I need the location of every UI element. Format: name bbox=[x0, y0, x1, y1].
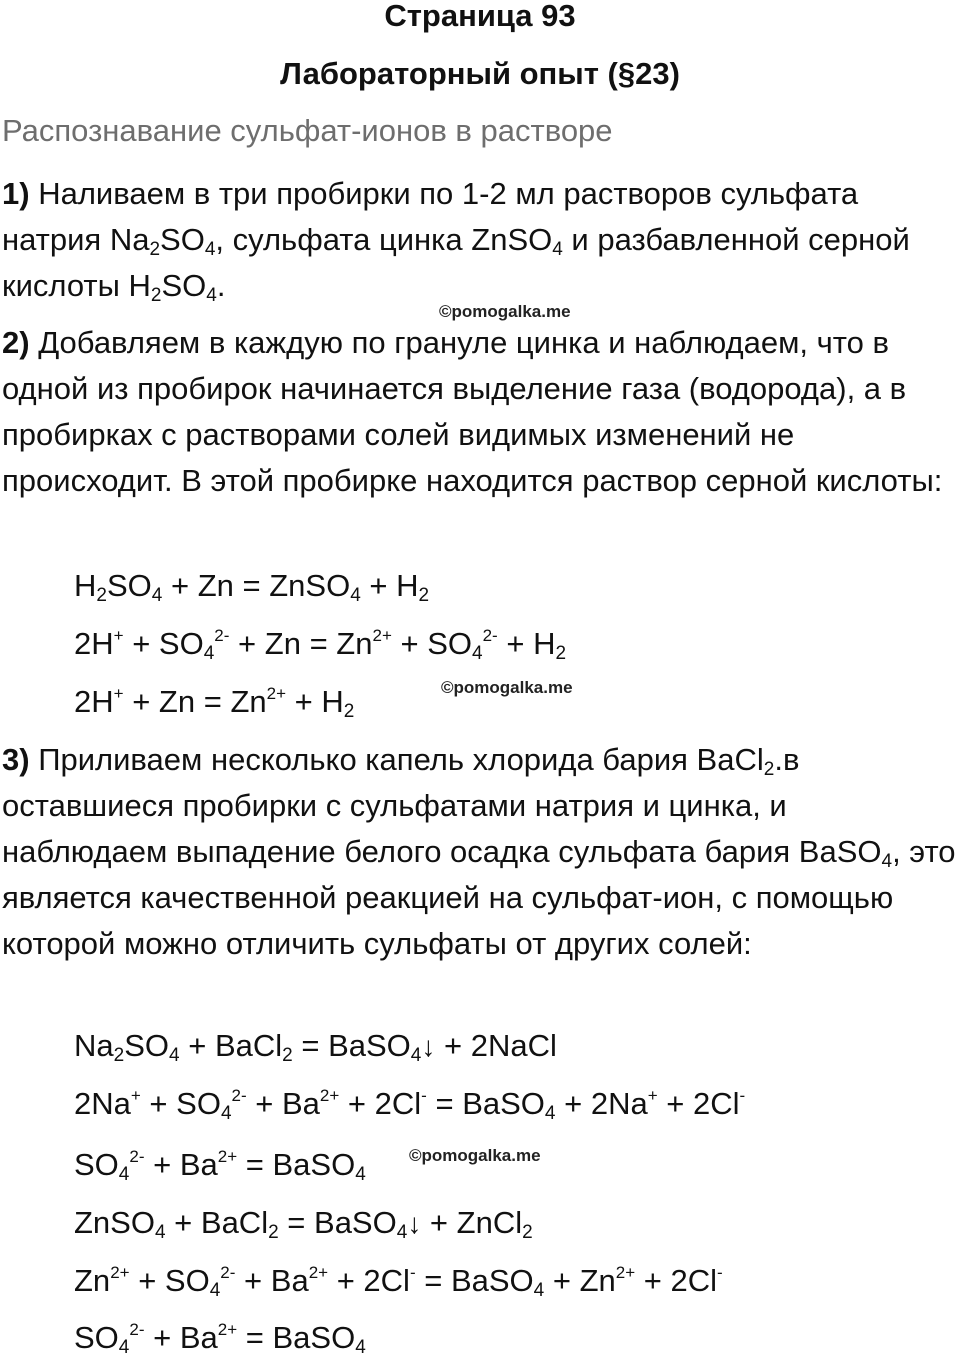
superscript: + bbox=[113, 684, 124, 703]
superscript: 2+ bbox=[308, 1263, 329, 1282]
eq-term: BaSO bbox=[328, 1028, 411, 1063]
step-3-number: 3) bbox=[2, 742, 30, 777]
eq-term: BaSO bbox=[450, 1263, 534, 1298]
step-3-text: Приливаем несколько капель хлорида бария BaCl bbox=[29, 742, 764, 777]
superscript: 2- bbox=[220, 1263, 236, 1282]
eq-op: + bbox=[162, 568, 198, 603]
equation-8 bbox=[74, 1261, 723, 1301]
superscript: 2+ bbox=[217, 1147, 238, 1166]
subscript: 2 bbox=[150, 285, 162, 306]
eq-term: Zn bbox=[336, 626, 373, 661]
eq-op: = bbox=[278, 1205, 315, 1240]
eq-term: 2Na bbox=[590, 1086, 648, 1121]
equation-9 bbox=[74, 1318, 366, 1358]
superscript: + bbox=[130, 1086, 141, 1105]
watermark: ©pomogalka.me bbox=[409, 1146, 541, 1165]
eq-term: Zn bbox=[264, 626, 301, 661]
step-2-text: Добавляем в каждую по грануле цинка и наблюдаем, что в одной из пробирок начинается выделение газа (водорода), а в пробирках с растворами солей видимых изменений не происходит. В этой пробирке находится раствор серной кислоты: bbox=[2, 325, 943, 498]
eq-op: = bbox=[415, 1263, 451, 1298]
eq-op: + bbox=[635, 1263, 671, 1298]
subscript: 4 bbox=[118, 1164, 130, 1185]
eq-op: = bbox=[233, 568, 270, 603]
eq-term: 2Cl bbox=[670, 1263, 718, 1298]
eq-term: Zn bbox=[579, 1263, 616, 1298]
eq-op: + bbox=[391, 626, 428, 661]
eq-term: Ba bbox=[179, 1320, 218, 1355]
eq-term: BaCl bbox=[214, 1028, 283, 1063]
eq-term: BaCl bbox=[200, 1205, 269, 1240]
eq-term: 2Na bbox=[74, 1086, 131, 1121]
lab-title: Лабораторный опыт (§23) bbox=[280, 56, 680, 91]
down-arrow-icon: ↓ bbox=[421, 1031, 436, 1062]
equation-5 bbox=[74, 1084, 745, 1124]
eq-term: ZnCl bbox=[456, 1205, 523, 1240]
subscript: 4 bbox=[151, 585, 163, 606]
eq-term: SO bbox=[74, 1147, 119, 1182]
eq-term: Zn bbox=[74, 1263, 111, 1298]
eq-term: 2H bbox=[74, 626, 114, 661]
subscript: 4 bbox=[881, 851, 893, 872]
subscript: 2 bbox=[149, 239, 161, 260]
subscript: 2 bbox=[96, 585, 107, 606]
eq-term: H bbox=[533, 626, 556, 661]
section-heading: Распознавание сульфат-ионов в растворе bbox=[2, 113, 613, 148]
eq-op: + bbox=[129, 1263, 165, 1298]
superscript: - bbox=[717, 1263, 723, 1282]
step-1-number: 1) bbox=[2, 176, 30, 211]
eq-op: + bbox=[165, 1205, 201, 1240]
superscript: 2+ bbox=[319, 1086, 340, 1105]
eq-term: SO bbox=[74, 1320, 119, 1355]
eq-op: + bbox=[328, 1263, 364, 1298]
superscript: - bbox=[409, 1263, 416, 1282]
eq-op: + bbox=[123, 684, 159, 719]
eq-term: Zn bbox=[230, 684, 267, 719]
eq-term: BaSO bbox=[314, 1205, 397, 1240]
eq-term: Zn bbox=[158, 684, 196, 719]
superscript: 2+ bbox=[372, 626, 392, 645]
eq-op: = bbox=[300, 626, 337, 661]
superscript: + bbox=[647, 1086, 658, 1105]
eq-term: SO bbox=[164, 1263, 210, 1298]
eq-term: SO bbox=[427, 626, 473, 661]
eq-op: + bbox=[555, 1086, 591, 1121]
subscript: 4 bbox=[206, 285, 217, 306]
eq-term: Ba bbox=[270, 1263, 309, 1298]
eq-op: = bbox=[292, 1028, 329, 1063]
eq-op: = bbox=[195, 684, 231, 719]
eq-op: + bbox=[229, 626, 265, 661]
subscript: 2 bbox=[522, 1222, 533, 1243]
subscript: 2 bbox=[763, 759, 775, 780]
eq-term: ZnSO bbox=[269, 568, 351, 603]
subscript: 4 bbox=[220, 1103, 232, 1124]
eq-op: + bbox=[657, 1086, 693, 1121]
superscript: 2- bbox=[482, 626, 498, 645]
subscript: 2 bbox=[343, 701, 355, 722]
subscript: 4 bbox=[209, 1280, 221, 1301]
eq-term: Ba bbox=[179, 1147, 218, 1182]
eq-op: + bbox=[421, 1205, 457, 1240]
step-1-text: . bbox=[216, 268, 226, 303]
step-3-paragraph bbox=[2, 737, 958, 967]
eq-term: ZnSO bbox=[74, 1205, 155, 1240]
step-1-text: , сульфата цинка ZnSO bbox=[215, 222, 553, 257]
eq-term: H bbox=[396, 568, 419, 603]
eq-term: Ba bbox=[282, 1086, 320, 1121]
eq-op: + bbox=[140, 1086, 177, 1121]
eq-term: BaSO bbox=[272, 1320, 356, 1355]
step-1-paragraph bbox=[2, 171, 958, 309]
subscript: 4 bbox=[154, 1222, 166, 1243]
superscript: 2- bbox=[129, 1147, 145, 1166]
eq-term: SO bbox=[158, 626, 204, 661]
eq-term: H bbox=[74, 568, 97, 603]
eq-term: 2Cl bbox=[692, 1086, 740, 1121]
eq-op: + bbox=[544, 1263, 580, 1298]
equation-3 bbox=[74, 682, 354, 722]
eq-op: + bbox=[286, 684, 322, 719]
eq-op: + bbox=[497, 626, 534, 661]
subscript: 2 bbox=[555, 643, 567, 664]
eq-op: + bbox=[144, 1320, 180, 1355]
step-1-text: и разбавленной серной кислоты H bbox=[2, 222, 910, 303]
subscript: 4 bbox=[355, 1164, 366, 1185]
subscript: 4 bbox=[203, 643, 215, 664]
subscript: 2 bbox=[113, 1045, 125, 1066]
eq-term: Zn bbox=[197, 568, 234, 603]
eq-op: = bbox=[237, 1320, 273, 1355]
subscript: 4 bbox=[544, 1103, 556, 1124]
subscript: 2 bbox=[418, 585, 430, 606]
eq-term: SO bbox=[124, 1028, 170, 1063]
subscript: 4 bbox=[355, 1337, 366, 1358]
subscript: 4 bbox=[533, 1280, 545, 1301]
eq-op: + bbox=[235, 1263, 271, 1298]
down-arrow-icon: ↓ bbox=[407, 1208, 422, 1239]
subscript: 4 bbox=[118, 1337, 130, 1358]
watermark: ©pomogalka.me bbox=[439, 302, 571, 321]
eq-term: BaSO bbox=[272, 1147, 356, 1182]
equation-7 bbox=[74, 1203, 533, 1244]
subscript: 4 bbox=[396, 1222, 408, 1243]
step-1-text: SO bbox=[161, 268, 207, 303]
superscript: 2+ bbox=[615, 1263, 636, 1282]
eq-term: BaSO bbox=[462, 1086, 545, 1121]
superscript: + bbox=[113, 626, 124, 645]
superscript: 2- bbox=[129, 1320, 145, 1339]
step-2-paragraph bbox=[2, 320, 958, 504]
step-1-text: Наливаем в три пробирки по 1-2 мл растворов сульфата натрия Na bbox=[2, 176, 859, 257]
subscript: 2 bbox=[268, 1222, 279, 1243]
superscript: 2+ bbox=[110, 1263, 130, 1282]
eq-op: + bbox=[144, 1147, 180, 1182]
subscript: 4 bbox=[204, 239, 216, 260]
step-2-number: 2) bbox=[2, 325, 30, 360]
superscript: 2- bbox=[214, 626, 230, 645]
subscript: 2 bbox=[282, 1045, 293, 1066]
superscript: - bbox=[739, 1086, 746, 1105]
superscript: 2+ bbox=[217, 1320, 238, 1339]
eq-term: 2H bbox=[74, 684, 114, 719]
page-label: Страница 93 bbox=[384, 0, 576, 33]
step-3-text: , это является качественной реакцией на сульфат-ион, с помощью которой можно отличить сульфаты от других солей: bbox=[2, 834, 956, 961]
eq-term: 2NaCl bbox=[470, 1028, 557, 1063]
eq-term: SO bbox=[176, 1086, 221, 1121]
eq-term: Na bbox=[74, 1028, 114, 1063]
equation-4 bbox=[74, 1026, 557, 1067]
eq-term: 2Cl bbox=[374, 1086, 422, 1121]
equation-6 bbox=[74, 1145, 366, 1185]
eq-op: = bbox=[426, 1086, 463, 1121]
eq-op: + bbox=[123, 626, 159, 661]
superscript: - bbox=[421, 1086, 427, 1105]
eq-term: SO bbox=[106, 568, 152, 603]
subscript: 4 bbox=[169, 1045, 180, 1066]
equation-1 bbox=[74, 566, 429, 606]
eq-term: 2Cl bbox=[363, 1263, 410, 1298]
subscript: 4 bbox=[350, 585, 361, 606]
subscript: 4 bbox=[410, 1045, 422, 1066]
subscript: 4 bbox=[552, 239, 563, 260]
eq-op: + bbox=[435, 1028, 471, 1063]
eq-op: + bbox=[339, 1086, 375, 1121]
equation-2 bbox=[74, 624, 566, 664]
subscript: 4 bbox=[472, 643, 483, 664]
eq-op: + bbox=[246, 1086, 282, 1121]
eq-term: H bbox=[321, 684, 344, 719]
superscript: 2- bbox=[231, 1086, 247, 1105]
watermark: ©pomogalka.me bbox=[441, 678, 573, 697]
step-3-text: .в оставшиеся пробирки с сульфатами натрия и цинка, и наблюдаем выпадение белого осадка сульфата бария BaSO bbox=[2, 742, 882, 869]
superscript: 2+ bbox=[266, 684, 287, 703]
step-1-text: SO bbox=[160, 222, 205, 257]
eq-op: + bbox=[360, 568, 397, 603]
eq-op: = bbox=[237, 1147, 273, 1182]
eq-op: + bbox=[179, 1028, 215, 1063]
